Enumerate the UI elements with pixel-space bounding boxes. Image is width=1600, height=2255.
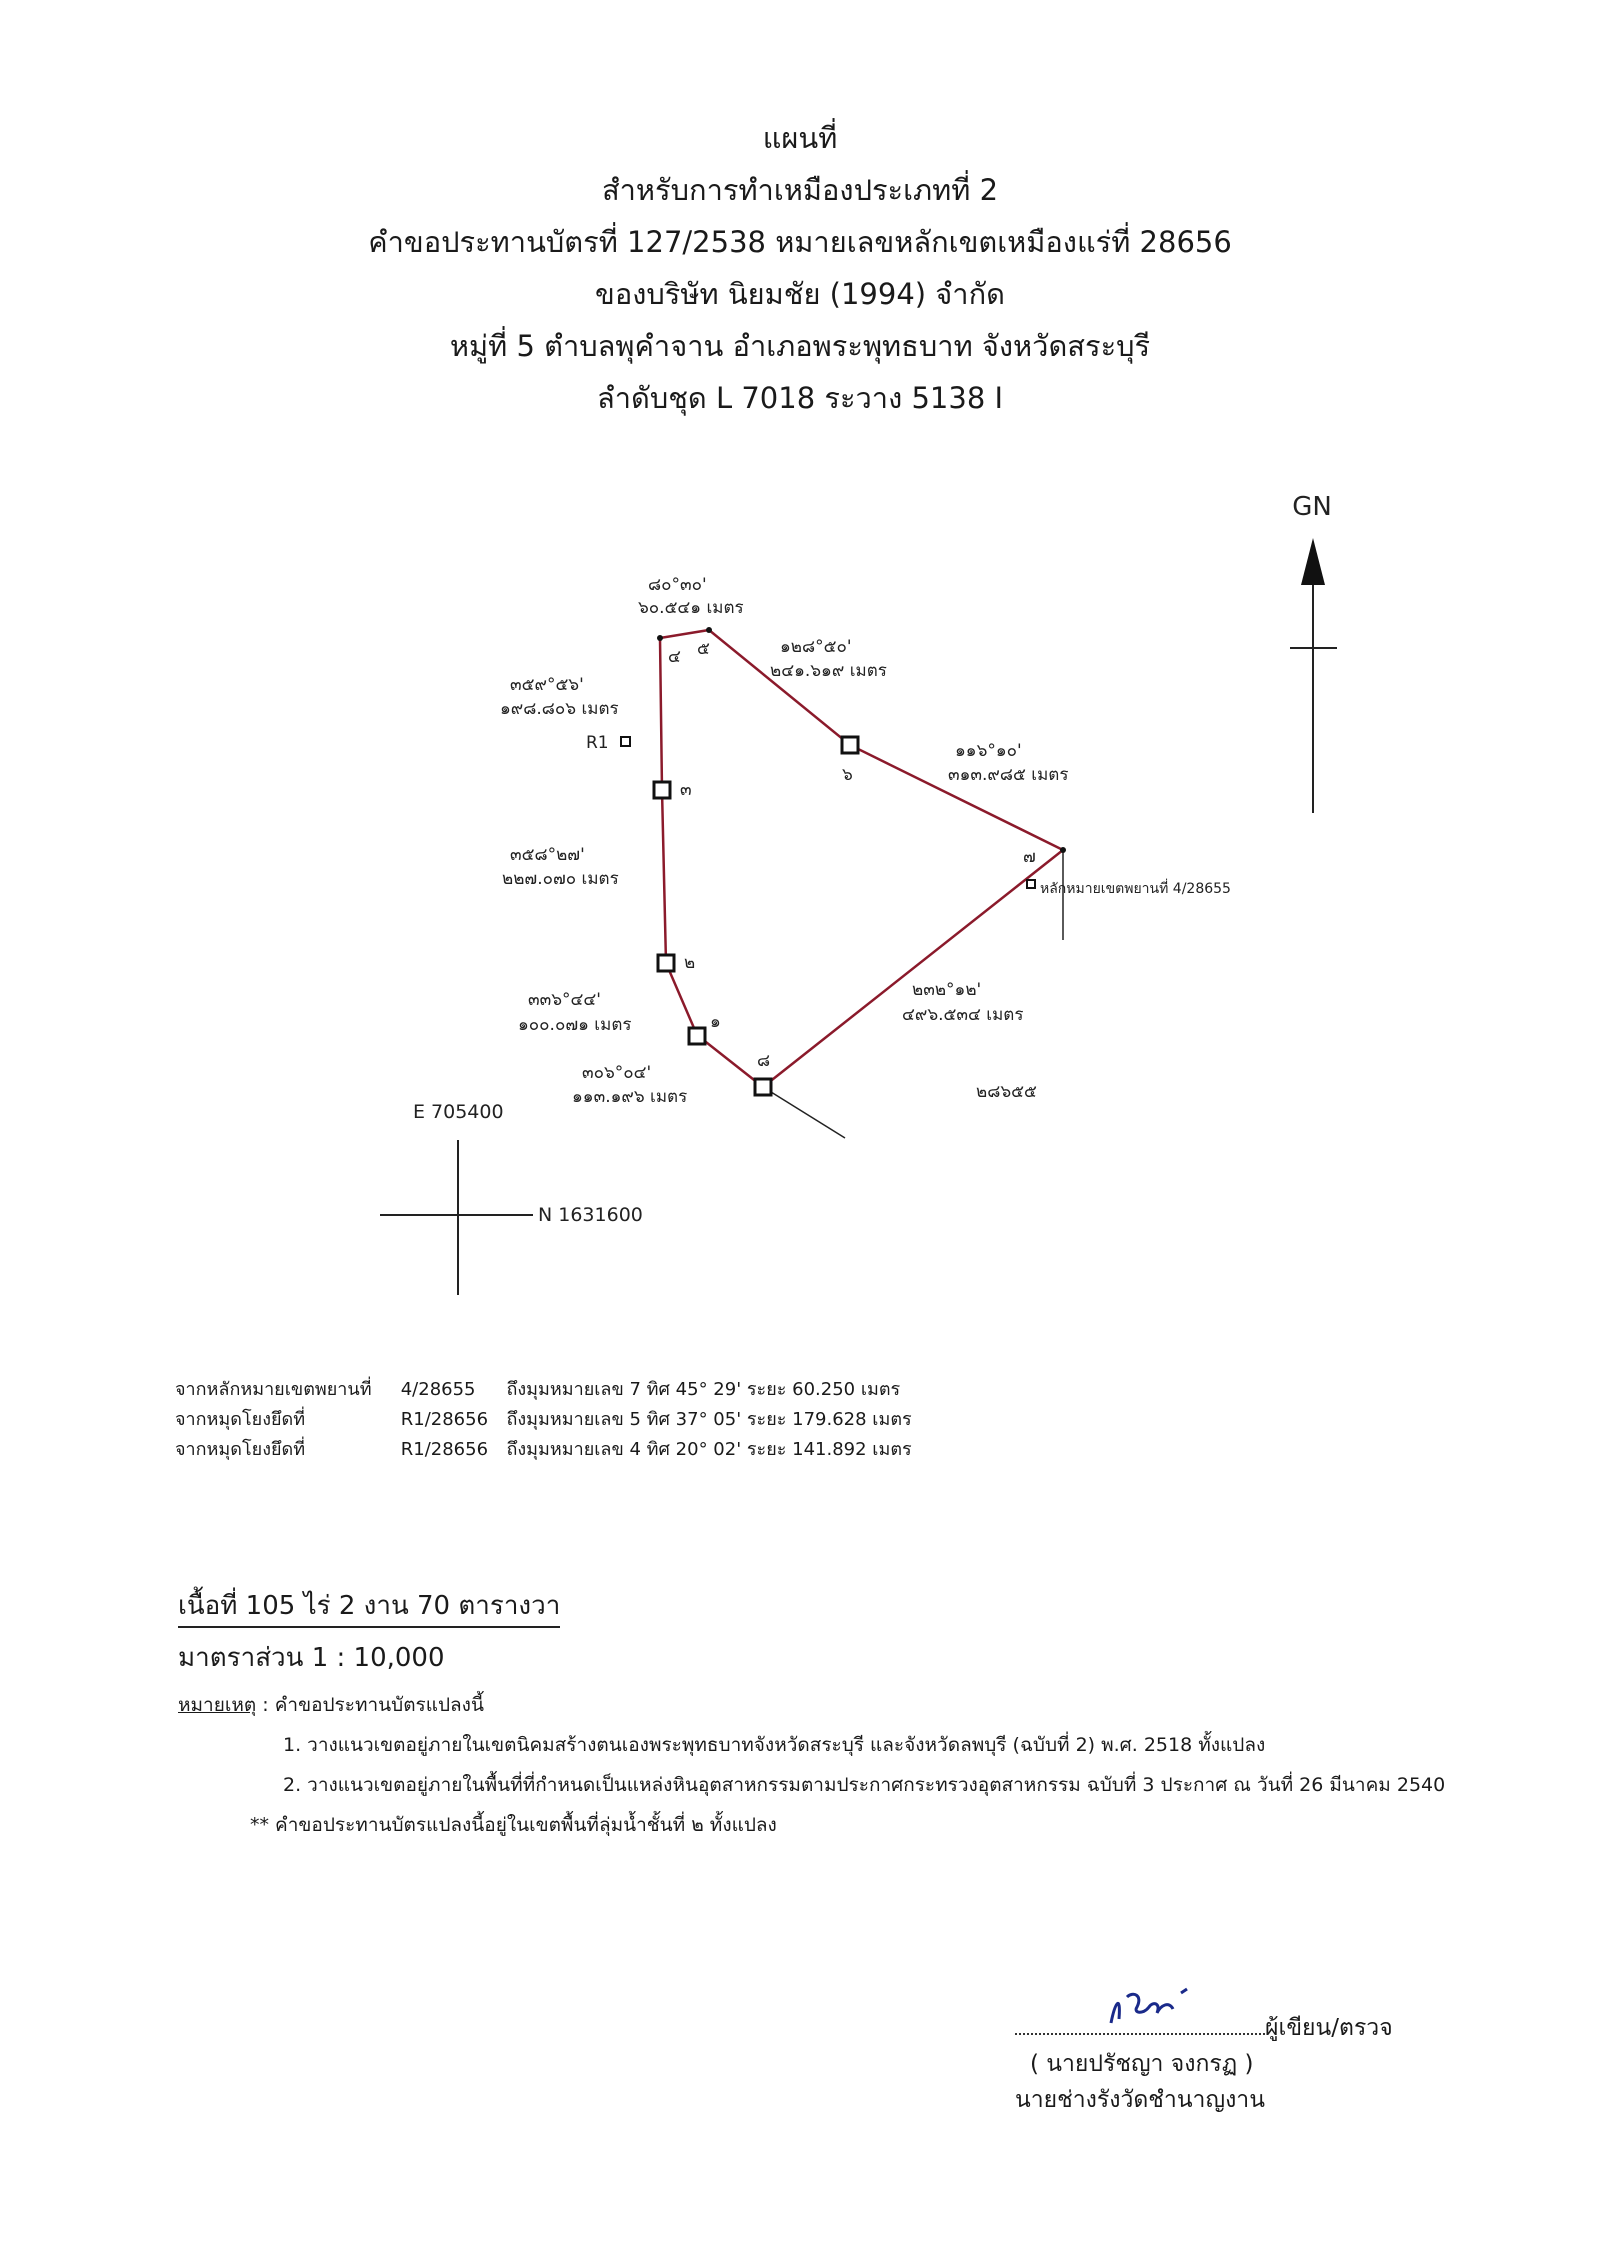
reference-row bbox=[175, 1375, 912, 1405]
corner-label-3: ๓ bbox=[680, 780, 692, 800]
segment-5-6-bearing: ๑๒๘°๕๐' bbox=[780, 637, 852, 657]
title-line-3: คำขอประทานบัตรที่ 127/2538 หมายเลขหลักเขตเหมืองแร่ที่ 28656 bbox=[368, 225, 1232, 259]
witness-marker-label: หลักหมายเขตพยาน​ที่ 4/28655 bbox=[1040, 881, 1231, 897]
notes-heading bbox=[178, 1685, 1445, 1725]
reference-code: R1/28656 bbox=[400, 1439, 489, 1460]
title-line-6: ลำดับชุด L 7018 ระวาง 5138 I bbox=[596, 381, 1004, 415]
reference-detail: ถึงมุมหมายเลข 7 ทิศ 45° 29' ระยะ 60.250 เมตร bbox=[506, 1379, 901, 1400]
notes-label: หมายเหตุ bbox=[178, 1694, 257, 1716]
segment-7-8-bearing: ๒๓๒°๑๒' bbox=[912, 980, 982, 1000]
corner-marker-3 bbox=[654, 782, 670, 798]
corner-marker-2 bbox=[658, 955, 674, 971]
r1-marker-icon bbox=[621, 737, 630, 746]
segment-4-5-bearing: ๘๐°๓๐' bbox=[648, 575, 707, 595]
title-line-4: ของบริษัท นิยมชัย (1994) จำกัด bbox=[595, 277, 1005, 311]
reference-from: จากหลักหมายเขตพยานที่ bbox=[175, 1379, 372, 1400]
corner-label-6: ๖ bbox=[842, 765, 853, 785]
segment-3-4-bearing: ๓๕๙°๕๖' bbox=[510, 675, 584, 695]
corner-marker-6 bbox=[842, 737, 858, 753]
north-arrow-icon bbox=[1301, 538, 1325, 585]
segment-6-7-bearing: ๑๑๖°๑๐' bbox=[955, 741, 1022, 761]
segment-8-1-bearing: ๓๐๖°๐๔' bbox=[582, 1063, 652, 1083]
segment-1-2-bearing: ๓๓๖°๔๔' bbox=[528, 990, 601, 1010]
reference-code: 4/28655 bbox=[400, 1379, 476, 1400]
notes-intro: : คำขอประทานบัตรแปลงนี้ bbox=[256, 1694, 484, 1716]
corner-label-8: ๘ bbox=[757, 1051, 771, 1071]
plot-number: ๒๘๖๕๕ bbox=[976, 1082, 1037, 1102]
segment-3-4-distance: ๑๙๘.๘๐๖ เมตร bbox=[500, 699, 619, 719]
title-line-1: แผนที่ bbox=[762, 121, 838, 155]
reference-detail: ถึงมุมหมายเลข 4 ทิศ 20° 02' ระยะ 141.892 เมตร bbox=[506, 1439, 912, 1460]
reference-list bbox=[175, 1375, 912, 1465]
segment-8-1-distance: ๑๑๓.๑๙๖ เมตร bbox=[572, 1087, 688, 1107]
segment-2-3-bearing: ๓๕๘°๒๗' bbox=[510, 845, 585, 865]
extension-line bbox=[763, 1087, 845, 1138]
signer-position: นายช่างรังวัดชำนาญงาน bbox=[1015, 2087, 1265, 2113]
handwritten-signature-icon bbox=[1103, 1983, 1223, 2033]
r1-label: R1 bbox=[586, 733, 609, 753]
segment-4-5-distance: ๖๐.๕๔๑ เมตร bbox=[638, 598, 744, 618]
note-item-3: ** คำขอประทานบัตรแปลงนี้อยู่ในเขตพื้นที่ลุ่มน้ำชั้นที่ ๒ ทั้งแปลง bbox=[250, 1814, 777, 1836]
signature-line bbox=[1015, 2011, 1265, 2035]
segment-1-2-distance: ๑๐๐.๐๗๑ เมตร bbox=[518, 1015, 632, 1035]
scale-text: มาตราส่วน 1 : 10,000 bbox=[178, 1643, 445, 1673]
corner-label-1: ๑ bbox=[710, 1012, 721, 1032]
reference-row bbox=[175, 1405, 912, 1435]
corner-marker-8 bbox=[755, 1079, 771, 1095]
corner-label-2: ๒ bbox=[684, 953, 696, 973]
reference-code: R1/28656 bbox=[400, 1409, 489, 1430]
segment-2-3-distance: ๒๒๗.๐๗๐ เมตร bbox=[502, 869, 619, 889]
reference-detail: ถึงมุมหมายเลข 5 ทิศ 37° 05' ระยะ 179.628 เมตร bbox=[506, 1409, 912, 1430]
notes-block bbox=[178, 1685, 1445, 1845]
corner-marker-4 bbox=[657, 635, 663, 641]
signature-role: ผู้เขียน/ตรวจ bbox=[1265, 2015, 1393, 2041]
signature-block bbox=[1015, 2010, 1393, 2118]
title-line-2: สำหรับการทำเหมืองประเภทที่ 2 bbox=[601, 173, 999, 207]
northing-label: N 1631600 bbox=[538, 1204, 643, 1226]
reference-from: จากหมุดโยงยึดที่ bbox=[175, 1409, 306, 1430]
segment-7-8-distance: ๔๙๖.๕๓๔ เมตร bbox=[902, 1005, 1024, 1025]
corner-marker-5 bbox=[706, 627, 712, 633]
corner-label-7: ๗ bbox=[1023, 847, 1036, 867]
segment-5-6-distance: ๒๔๑.๖๑๙ เมตร bbox=[770, 661, 887, 681]
note-item-2: 2. วางแนวเขตอยู่ภายในพื้นที่ที่กำหนดเป็นแหล่งหินอุตสาหกรรมตามประกาศกระทรวงอุตสาหกรรม ฉบับที่ 3 ประกาศ ณ วันที่ 26 มีนาคม 2540 bbox=[283, 1774, 1446, 1796]
note-item-1: 1. วางแนวเขตอยู่ภายในเขตนิคมสร้างตนเองพระพุทธบาทจังหวัดสระบุรี และจังหวัดลพบุรี (ฉบับที่ 2) พ.ศ. 2518 ทั้งแปลง bbox=[283, 1734, 1266, 1756]
area-block bbox=[178, 1588, 560, 1676]
corner-label-4: ๔ bbox=[668, 647, 681, 667]
reference-from: จากหมุดโยงยึดที่ bbox=[175, 1439, 306, 1460]
corner-marker-1 bbox=[689, 1028, 705, 1044]
north-label: GN bbox=[1292, 492, 1332, 522]
area-text: เนื้อที่ 105 ไร่ 2 งาน 70 ตารางวา bbox=[178, 1588, 560, 1628]
witness-marker-icon bbox=[1027, 880, 1035, 888]
title-line-5: หมู่ที่ 5 ตำบลพุคำจาน อำเภอพระพุทธบาท จังหวัดสระบุรี bbox=[449, 329, 1151, 363]
corner-marker-7 bbox=[1060, 847, 1066, 853]
segment-6-7-distance: ๓๑๓.๙๘๕ เมตร bbox=[948, 765, 1069, 785]
signer-name: ( นายปรัชญา จงกรฏ ) bbox=[1030, 2051, 1254, 2077]
easting-label: E 705400 bbox=[413, 1101, 504, 1123]
reference-row bbox=[175, 1435, 912, 1465]
corner-label-5: ๕ bbox=[697, 639, 710, 659]
